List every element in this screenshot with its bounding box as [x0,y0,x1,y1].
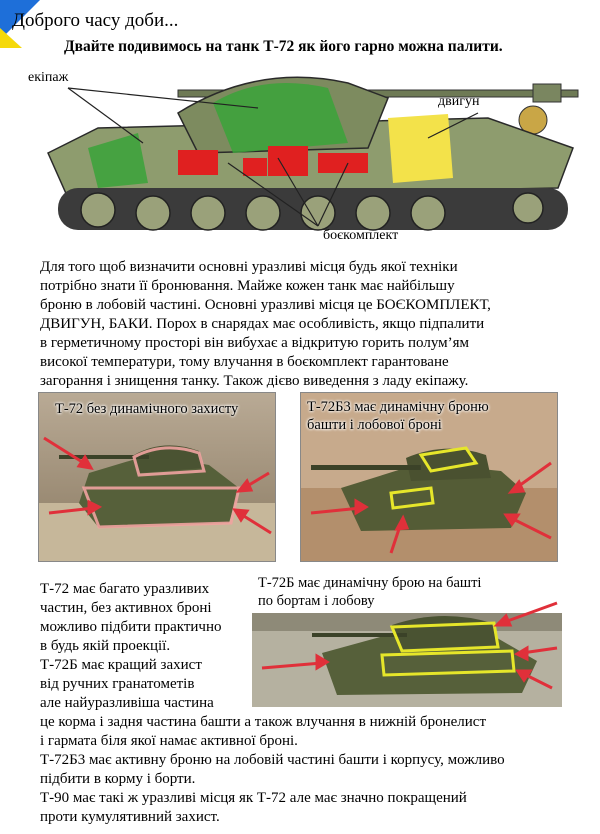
tank-cutaway-diagram [28,58,588,248]
page-subtitle: Двайте подивимось на танк Т-72 як його гарно можна палити. [64,38,503,55]
label-engine: двигун [438,94,480,109]
bottom-left-text [40,580,255,713]
photo-t72b3 [300,392,558,562]
intro-line: загорання і знищення танку. Також дієво виведення з ладу екіпажу. [40,373,469,389]
intro-line: Для того щоб визначити основні уразливі місця будь якої техніки [40,259,458,275]
text-line: Т-72Б3 має активну броню на лобовій частині башти і корпусу, можливо [40,752,505,768]
photo-t72-caption: Т-72 без динамічного захисту [55,401,239,417]
text-line: Т-72Б має кращий захист [40,657,202,673]
text-line: підбити в корму і борти. [40,771,196,787]
intro-line: ДВИГУН, БАКИ. Порох в снарядах має особливість, якщо підпалити [40,316,485,332]
photo-t72b-caption-line1: Т-72Б має динамічну брою на башті [258,575,482,591]
intro-line: високої температури, тому влучання в боєкомплект гарантоване [40,354,449,370]
label-ammo: боєкомплект [323,228,399,243]
intro-line: броню в лобовій частині. Основні уразливі місця це БОЄКОМПЛЕКТ, [40,297,491,313]
intro-paragraph [40,258,560,391]
intro-line: в герметичному просторі він вибухає а відкритую горить полум’ям [40,335,470,351]
text-line: але найуразливіша частина [40,695,214,711]
greeting-heading: Доброго часу доби... [12,10,179,31]
bottom-full-text [40,713,580,827]
text-line: частин, без активнох броні [40,600,212,616]
text-line: можливо підбити практично [40,619,222,635]
text-line: проти кумулятивний захист. [40,809,220,825]
photo-t72b3-caption-line1: Т-72Б3 має динамічну броню [307,399,489,415]
text-line: Т-72 має багато уразливих [40,581,210,597]
text-line: це корма і задня частина башти а також влучання в нижній бронелист [40,714,487,730]
photo-t72b3-caption-line2: башти і лобової броні [307,417,442,433]
intro-line: потрібно знати її бронювання. Майже кожен танк має найбільшу [40,278,455,294]
text-line: і гармата біля якої намає активної броні. [40,733,298,749]
text-line: Т-90 має такі ж уразливі місця як Т-72 але має значно покращений [40,790,467,806]
photo-t72b [252,573,562,707]
photo-t72b-caption-line2: по бортам і лобову [258,593,375,609]
label-crew: екіпаж [28,70,69,85]
photo-t72 [38,392,276,562]
text-line: від ручних гранатометів [40,676,195,692]
text-line: в будь якій проекції. [40,638,171,654]
